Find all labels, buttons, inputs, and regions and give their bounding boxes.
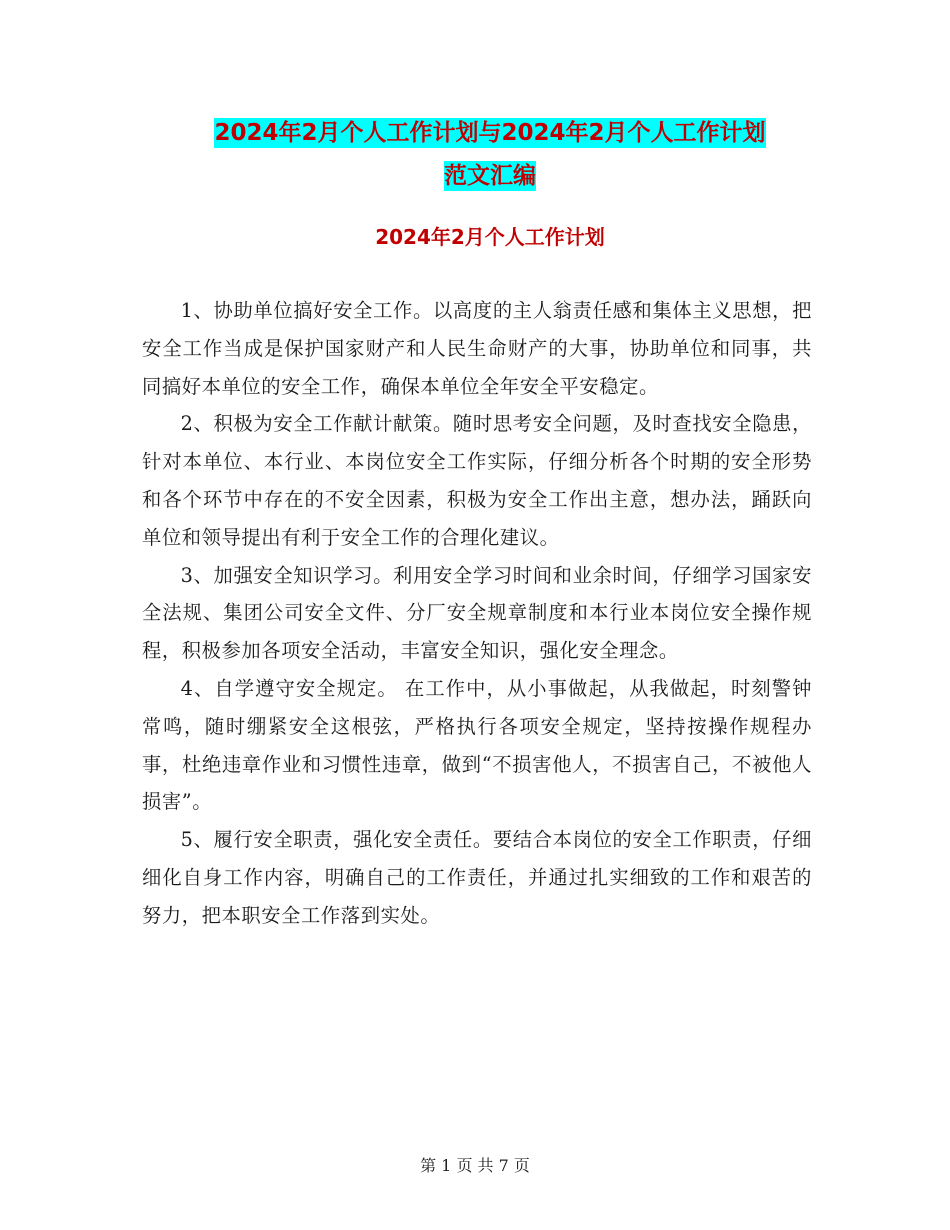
paragraph-3: 3、加强安全知识学习。利用安全学习时间和业余时间，仔细学习国家安全法规、集团公司安全文件、分厂安全规章制度和本行业本岗位安全操作规程，积极参加各项安全活动，丰富安全知识，强化安全理念。 xyxy=(142,563,812,663)
page-number-footer: 第 1 页 共 7 页 xyxy=(420,1156,530,1175)
document-title-line-2: 范文汇编 xyxy=(444,163,536,189)
document-title-line-1: 2024年2月个人工作计划与2024年2月个人工作计划 xyxy=(214,120,766,146)
document-title xyxy=(140,112,840,198)
section-title: 2024年2月个人工作计划 xyxy=(375,225,605,249)
paragraph-2: 2、积极为安全工作献计献策。随时思考安全问题，及时查找安全隐患，针对本单位、本行业、本岗位安全工作实际，仔细分析各个时期的安全形势和各个环节中存在的不安全因素，积极为安全工作出主意，想办法，踊跃向单位和领导提出有利于安全工作的合理化建议。 xyxy=(142,412,812,549)
paragraph-4: 4、自学遵守安全规定。 在工作中，从小事做起，从我做起，时刻警钟常鸣，随时绷紧安全这根弦，严格执行各项安全规定，坚持按操作规程办事，杜绝违章作业和习惯性违章，做到“不损害他人，不损害自己，不被他人损害”。 xyxy=(142,676,812,814)
paragraph-5: 5、履行安全职责，强化安全责任。要结合本岗位的安全工作职责，仔细细化自身工作内容，明确自己的工作责任，并通过扎实细致的工作和艰苦的努力，把本职安全工作落到实处。 xyxy=(142,828,812,927)
paragraph-1: 1、协助单位搞好安全工作。以高度的主人翁责任感和集体主义思想，把安全工作当成是保护国家财产和人民生命财产的大事，协助单位和同事，共同搞好本单位的安全工作，确保本单位全年安全平安稳定。 xyxy=(142,299,812,398)
document-body xyxy=(142,292,812,935)
